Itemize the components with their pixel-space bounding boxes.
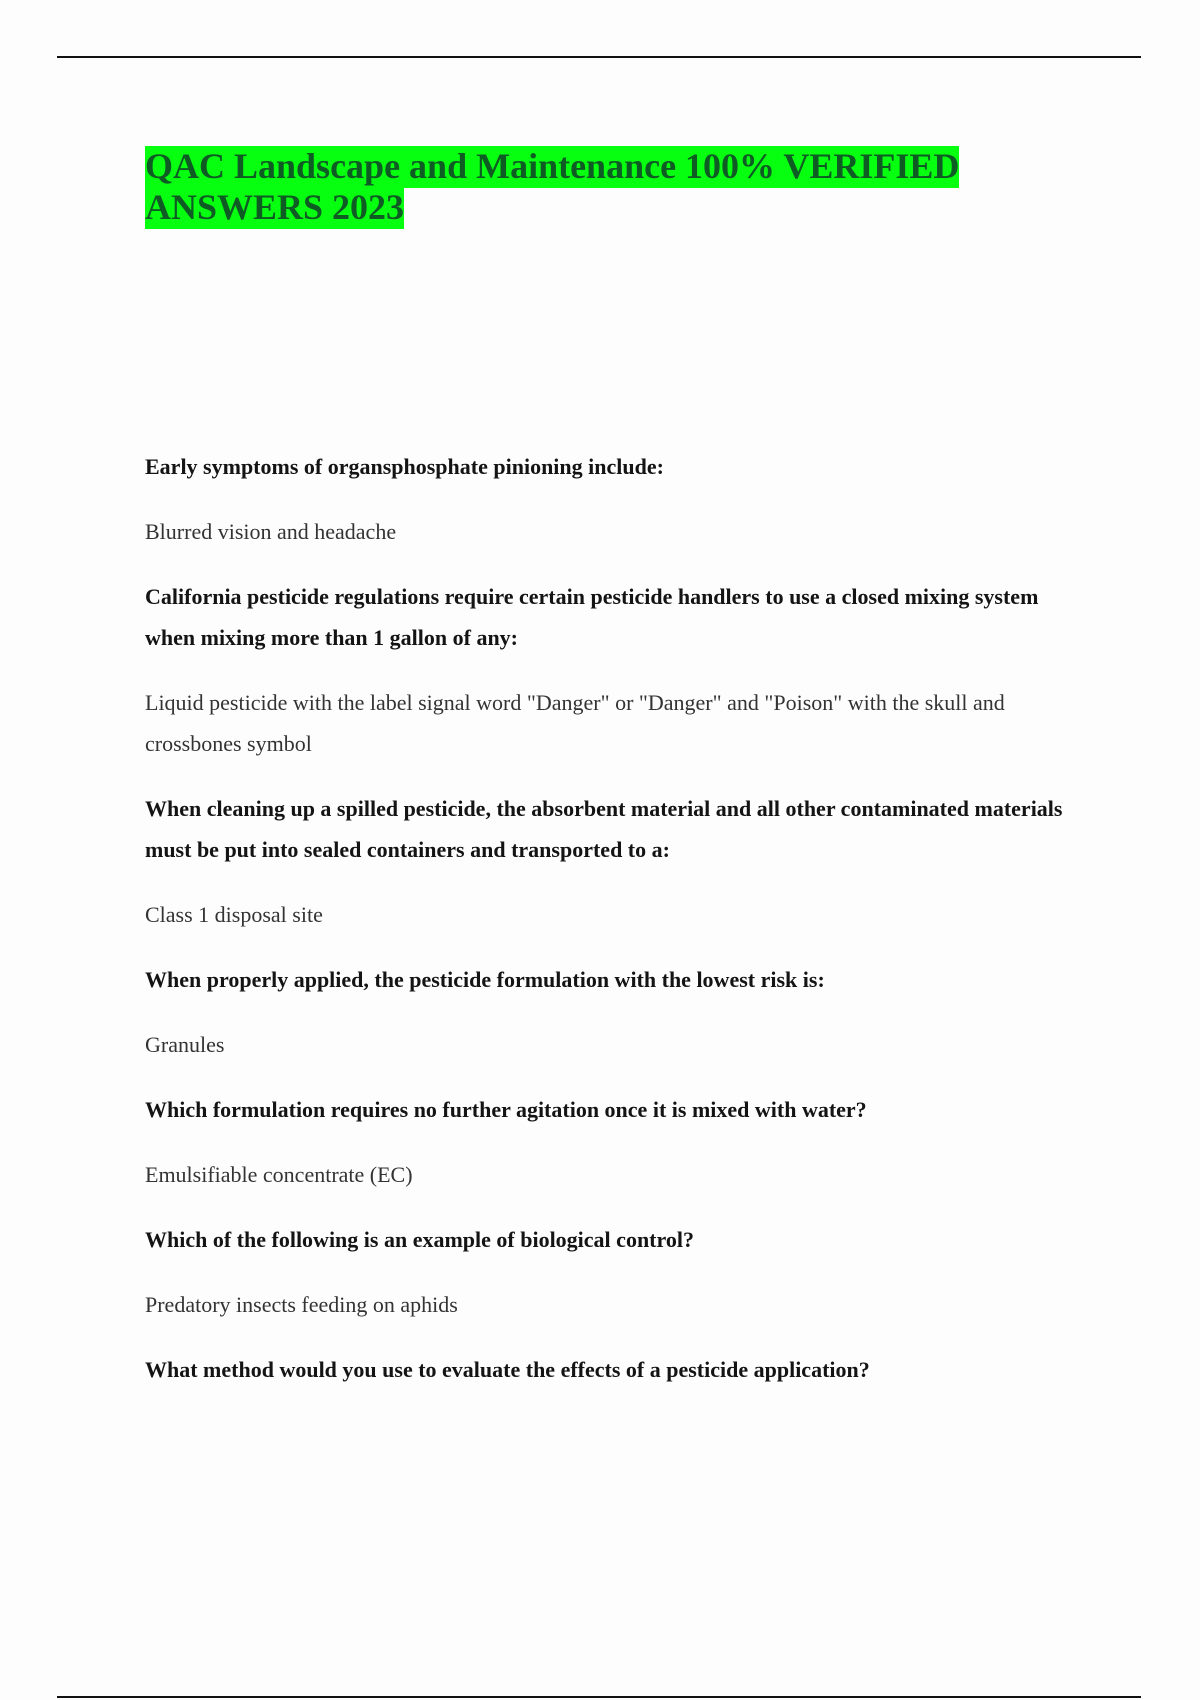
document-title (145, 146, 1045, 228)
question-1: Early symptoms of organsphosphate pinioning include: (145, 454, 664, 479)
header-rule (57, 56, 1141, 58)
answer-5: Emulsifiable concentrate (EC) (145, 1162, 413, 1187)
question-5: Which formulation requires no further agitation once it is mixed with water? (145, 1097, 867, 1122)
answer-6: Predatory insects feeding on aphids (145, 1292, 458, 1317)
question-3: When cleaning up a spilled pesticide, the absorbent material and all other contaminated materials must be put into sealed containers and transported to a: (145, 796, 1063, 862)
question-4: When properly applied, the pesticide formulation with the lowest risk is: (145, 967, 825, 992)
answer-3: Class 1 disposal site (145, 902, 323, 927)
answer-1: Blurred vision and headache (145, 519, 397, 544)
question-2: California pesticide regulations require certain pesticide handlers to use a closed mixing system when mixing more than 1 gallon of any: (145, 584, 1039, 650)
title-highlight: QAC Landscape and Maintenance 100% VERIFIED ANSWERS 2023 (145, 146, 960, 227)
question-7: What method would you use to evaluate the effects of a pesticide application? (145, 1357, 870, 1382)
question-6: Which of the following is an example of biological control? (145, 1227, 694, 1252)
qa-list (145, 446, 1065, 1414)
footer-rule (57, 1696, 1141, 1698)
answer-4: Granules (145, 1032, 225, 1057)
answer-2: Liquid pesticide with the label signal word "Danger" or "Danger" and "Poison" with the skull and crossbones symbol (145, 690, 1005, 756)
